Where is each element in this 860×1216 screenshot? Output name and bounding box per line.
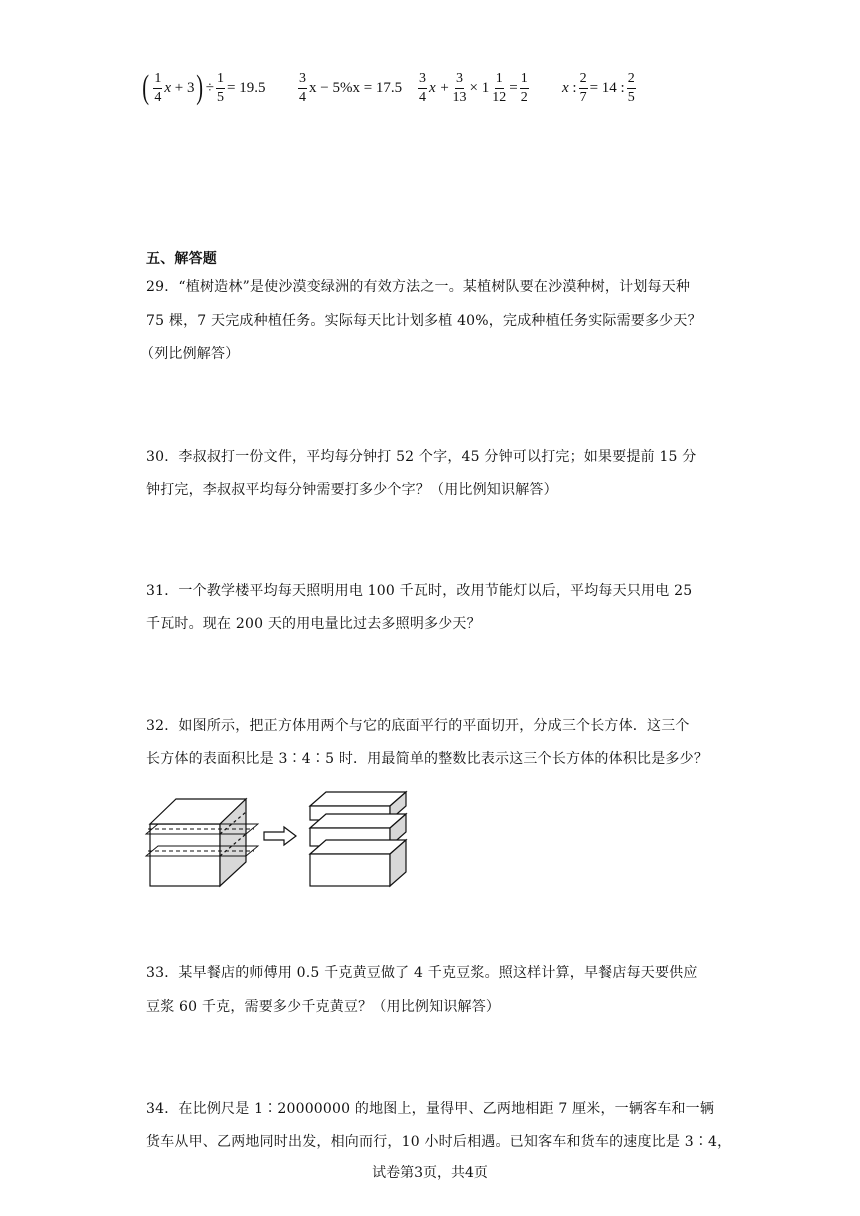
cube-drawing <box>146 799 258 886</box>
equation-2: $\frac{3}{4}$ x − 5%x = 17.5 <box>299 70 403 105</box>
question-33-line-1: 33．某早餐店的师傅用 0.5 千克黄豆做了 4 千克豆浆。照这样计算，早餐店每天要供应 <box>146 965 698 981</box>
left-paren: ( <box>142 69 150 106</box>
fraction: $\frac{3}{4}$ <box>299 70 306 105</box>
question-29-line-1: 29．“植树造林”是使沙漠变绿洲的有效方法之一。某植树队要在沙漠种树，计划每天种 <box>146 279 691 295</box>
section-heading: 五、解答题 <box>146 251 217 267</box>
question-29-line-3: （列比例解答） <box>140 346 240 362</box>
fraction: $\frac{1}{12}$ <box>492 70 507 105</box>
question-32-line-2: 长方体的表面积比是 3∶4∶5 时．用最简单的整数比表示这三个长方体的体积比是多少？ <box>146 751 709 767</box>
fraction: $\frac{2}{5}$ <box>627 70 635 105</box>
question-30-line-2: 钟打完，李叔叔平均每分钟需要打多少个字？（用比例知识解答） <box>146 482 558 498</box>
cube-cut-figure <box>140 782 410 892</box>
question-33-line-2: 豆浆 60 千克，需要多少千克黄豆？（用比例知识解答） <box>146 999 501 1015</box>
fraction: $\frac{3}{4}$ <box>419 70 426 105</box>
fraction: $\frac{2}{7}$ <box>579 70 587 105</box>
fraction: $\frac{3}{13}$ <box>452 70 467 105</box>
equation-3: $\frac{3}{4}$ x + $\frac{3}{13}$ × 1 $\frac{1}{12}$ = $\frac{1}{2}$ <box>419 70 528 105</box>
equation-1: ( $\frac{1}{4}$ x + 3 ) ÷ $\frac{1}{5}$ = 19.5 <box>142 69 266 106</box>
question-31-line-1: 31．一个教学楼平均每天照明用电 100 千瓦时，改用节能灯以后，平均每天只用电 25 <box>146 583 693 599</box>
question-34-line-2: 货车从甲、乙两地同时出发，相向而行，10 小时后相遇。已知客车和货车的速度比是 3∶4， <box>146 1134 732 1150</box>
question-29-line-2: 75 棵，7 天完成种植任务。实际每天比计划多植 40%，完成种植任务实际需要多少天？ <box>146 313 702 329</box>
three-cuboids-drawing <box>310 792 406 886</box>
question-32-line-1: 32．如图所示，把正方体用两个与它的底面平行的平面切开，分成三个长方体．这三个 <box>146 718 690 734</box>
page-footer: 试卷第3页，共4页 <box>372 1165 488 1181</box>
question-30-line-1: 30．李叔叔打一份文件，平均每分钟打 52 个字，45 分钟可以打完；如果要提前 15 分 <box>146 449 697 465</box>
right-arrow-icon <box>264 827 296 845</box>
question-31-line-2: 千瓦时。现在 200 天的用电量比过去多照明多少天？ <box>146 616 481 632</box>
fraction: $\frac{1}{2}$ <box>520 70 528 105</box>
fraction: $\frac{1}{4}$ <box>154 70 162 105</box>
right-paren: ) <box>196 69 204 106</box>
question-34-line-1: 34．在比例尺是 1∶20000000 的地图上，量得甲、乙两地相距 7 厘米，一辆客车和一辆 <box>146 1101 715 1117</box>
equation-4: x : $\frac{2}{7}$ = 14 : $\frac{2}{5}$ <box>562 70 635 105</box>
fraction: $\frac{1}{5}$ <box>217 70 225 105</box>
